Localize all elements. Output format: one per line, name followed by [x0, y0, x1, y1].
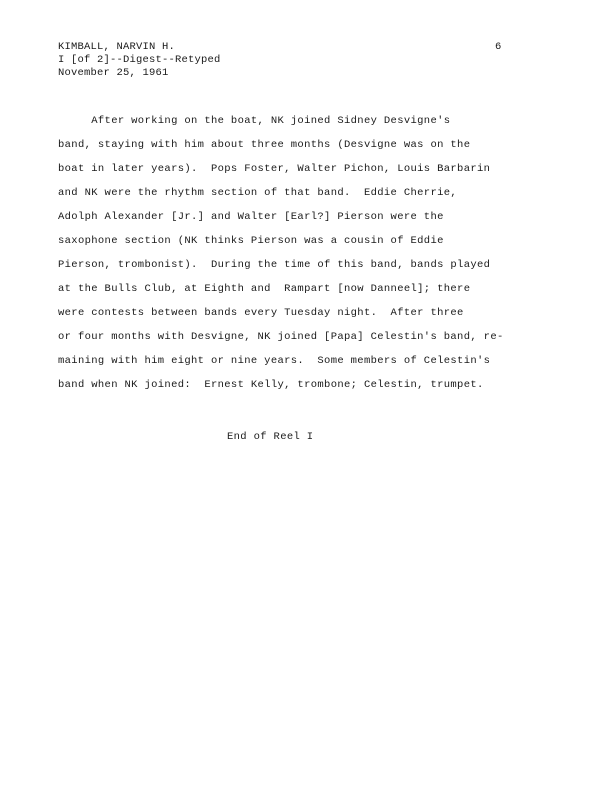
end-of-reel-marker: End of Reel I	[227, 431, 314, 443]
body-line: After working on the boat, NK joined Sidney Desvigne's	[58, 115, 451, 127]
body-line: were contests between bands every Tuesday night. After three	[58, 307, 464, 319]
body-line: saxophone section (NK thinks Pierson was a cousin of Eddie	[58, 235, 444, 247]
body-line: Adolph Alexander [Jr.] and Walter [Earl?] Pierson were the	[58, 211, 444, 223]
body-line: and NK were the rhythm section of that band. Eddie Cherrie,	[58, 187, 458, 199]
header-name: KIMBALL, NARVIN H.	[58, 41, 176, 53]
body-line: boat in later years). Pops Foster, Walter Pichon, Louis Barbarin	[58, 163, 491, 175]
body-line: maining with him eight or nine years. Some members of Celestin's	[58, 355, 491, 367]
body-line: at the Bulls Club, at Eighth and Rampart [now Danneel]; there	[58, 283, 471, 295]
body-line: Pierson, trombonist). During the time of this band, bands played	[58, 259, 491, 271]
body-line: band when NK joined: Ernest Kelly, trombone; Celestin, trumpet.	[58, 379, 484, 391]
header-date: November 25, 1961	[58, 67, 169, 79]
header-reel-info: I [of 2]--Digest--Retyped	[58, 54, 221, 66]
body-line: band, staying with him about three months (Desvigne was on the	[58, 139, 471, 151]
page-number: 6	[495, 41, 502, 53]
body-line: or four months with Desvigne, NK joined [Papa] Celestin's band, re-	[58, 331, 504, 343]
